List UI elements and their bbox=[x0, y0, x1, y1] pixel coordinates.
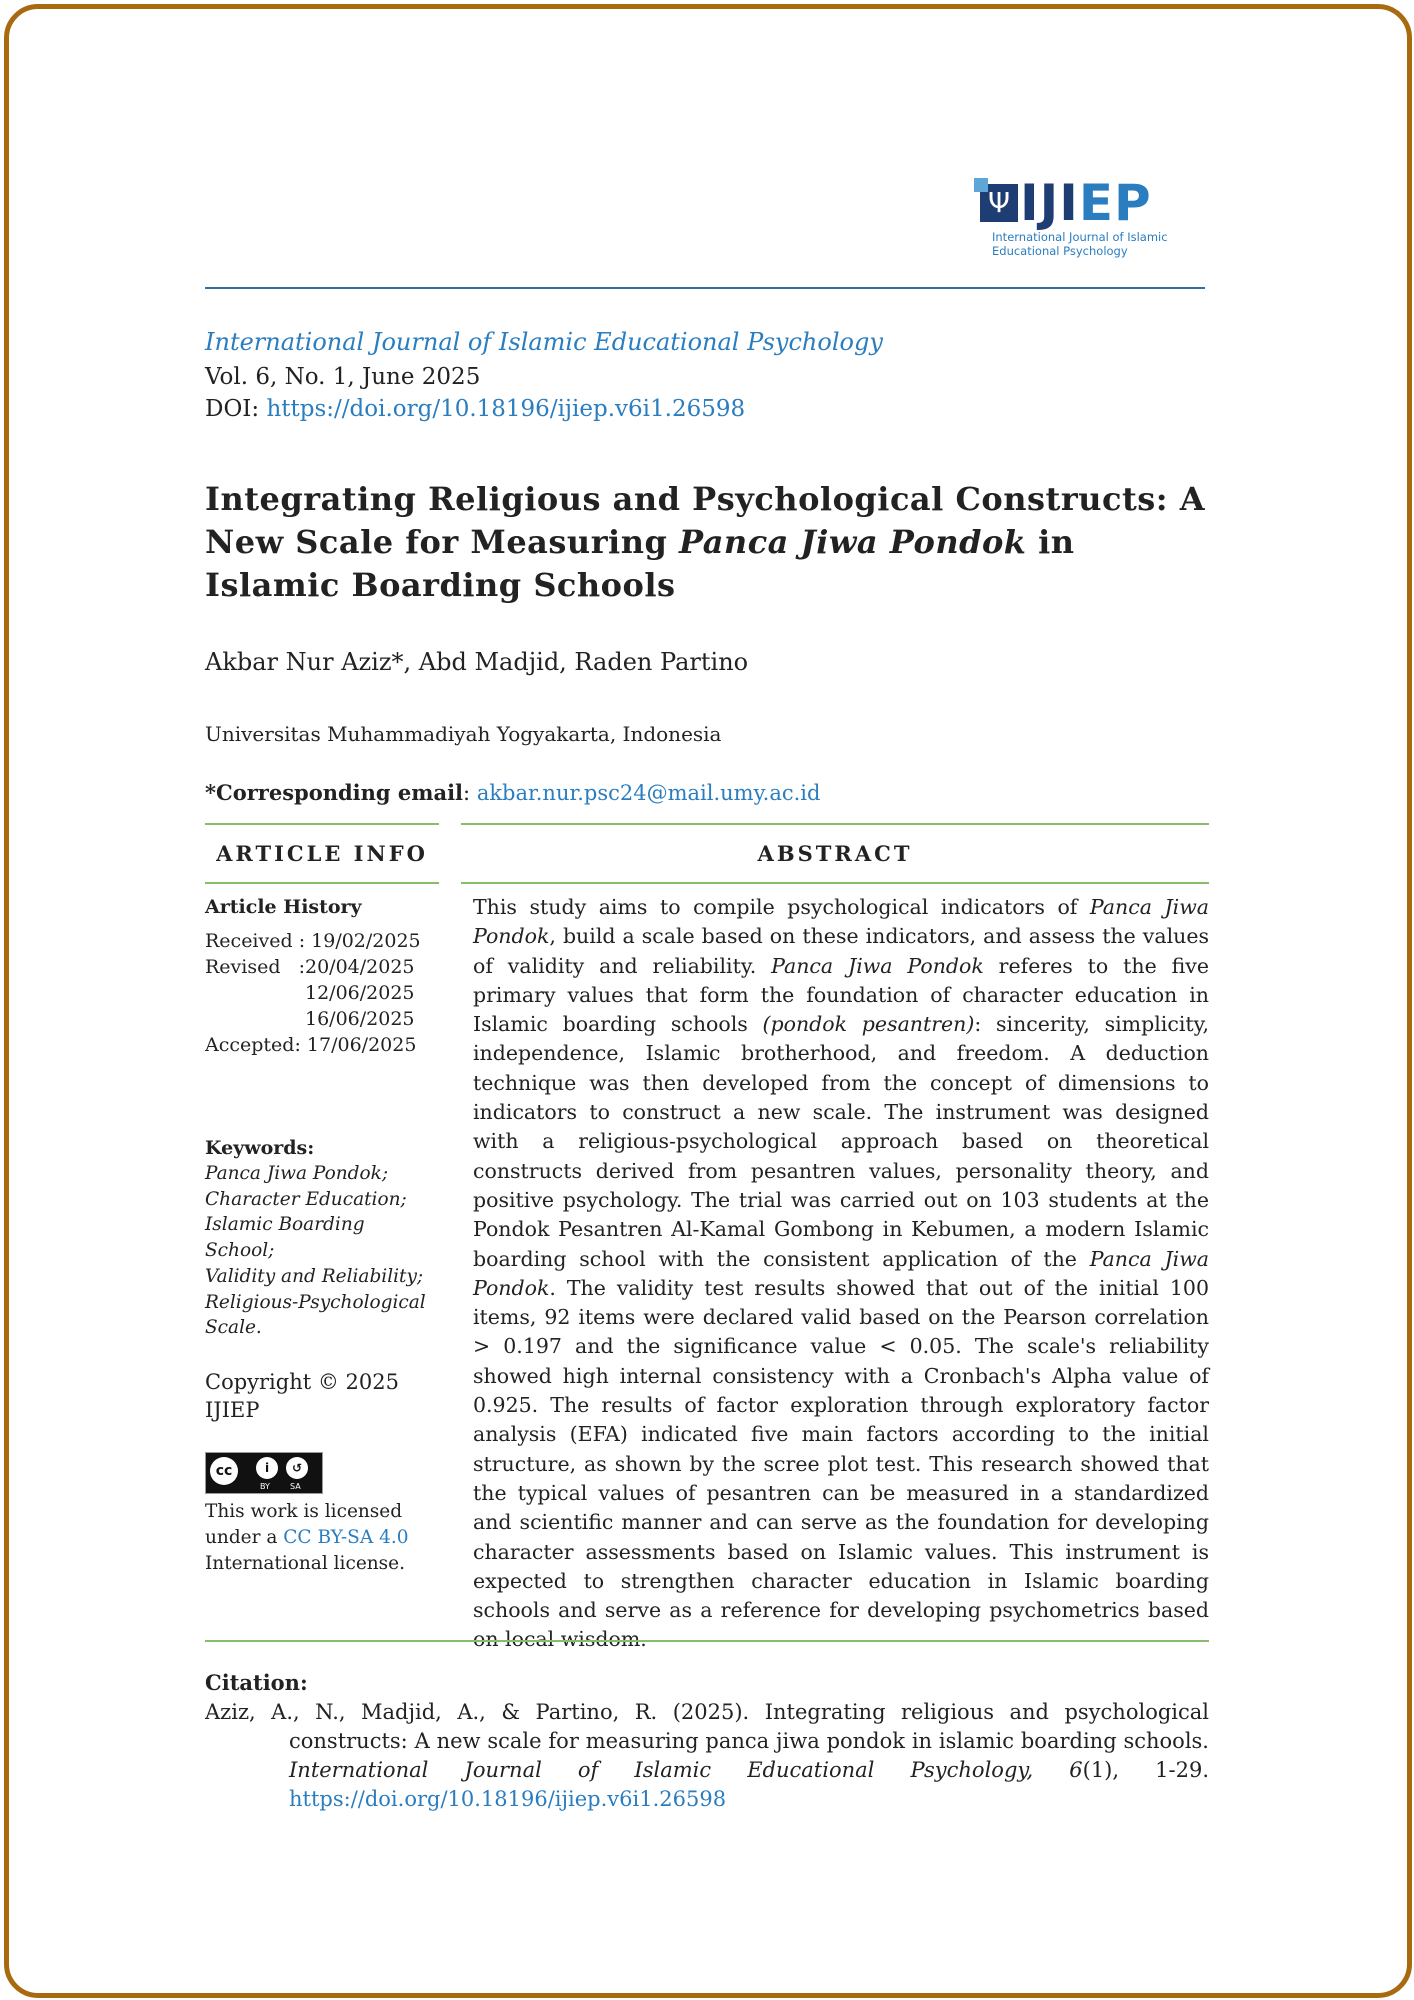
received-date: Received : 19/02/2025 bbox=[205, 930, 421, 952]
article-title: Integrating Religious and Psychological Constructs: A New Scale for Measuring Panca Jiwa Pondok in Islamic Boarding Schools bbox=[205, 480, 1206, 604]
revised-label: Revised : bbox=[205, 956, 312, 978]
logo-subtitle: International Journal of Islamic Educational Psychology bbox=[992, 230, 1168, 258]
authors: Akbar Nur Aziz*, Abd Madjid, Raden Partino bbox=[205, 648, 749, 676]
keywords-list bbox=[205, 1161, 430, 1341]
abstract-text: This study aims to compile psychological indicators of Panca Jiwa Pondok, build a scale based on these indicators, and assess the values of validity and reliability. Panca Jiwa Pondok referes to the five primary values that form the foundation of character education in Islamic boarding schools (pondok pesantren): sincerity, simplicity, independence, Islamic brotherhood, and freedom. A deduction technique was then developed from the concept of dimensions to indicators to construct a new scale. The instrument was designed with a religious-psychological approach based on theoretical constructs derived from pesantren values, personality theory, and positive psychology. The trial was carried out on 103 students at the Pondok Pesantren Al-Kamal Gombong in Kebumen, a modern Islamic boarding school with the consistent application of the Panca Jiwa Pondok. The validity test results showed that out of the initial 100 items, 92 items were declared valid based on the Pearson correlation > 0.197 and the significance value < 0.05. The scale's reliability showed high internal consistency with a Cronbach's Alpha value of 0.925. The results of factor exploration through exploratory factor analysis (EFA) indicated five main factors according to the initial structure, as shown by the scree plot test. This research showed that the typical values of pesantren can be measured in a standardized and scientific manner and can serve as the foundation for developing character assessments based on Islamic values. This instrument is expected to strengthen character education in Islamic boarding schools and serve as a reference for developing psychometrics based on local wisdom. bbox=[473, 895, 1210, 1652]
journal-logo bbox=[980, 174, 1185, 263]
citation-text: Aziz, A., N., Madjid, A., & Partino, R. (2025). Integrating religious and psychological constructs: A new scale for measuring panca jiwa pondok in islamic boarding schools. International Journal of Islamic Educational Psychology, 6(1), 1-29. https://doi.org/10.18196/ijiep.v6i1.26598 bbox=[205, 1700, 1209, 1811]
divider bbox=[461, 882, 1209, 884]
journal-name: International Journal of Islamic Educational Psychology bbox=[205, 328, 883, 356]
keywords-heading: Keywords: bbox=[205, 1137, 315, 1159]
keyword: Validity and Reliability; bbox=[205, 1265, 424, 1287]
header-divider bbox=[205, 287, 1205, 289]
divider bbox=[205, 882, 439, 884]
citation-heading: Citation: bbox=[205, 1670, 308, 1695]
article-info-heading: ARTICLE INFO bbox=[216, 841, 428, 866]
accepted-date: Accepted: 17/06/2025 bbox=[205, 1034, 417, 1056]
divider bbox=[205, 1640, 1209, 1642]
journal-volume: Vol. 6, No. 1, June 2025 bbox=[205, 364, 481, 390]
psi-icon: Ψ bbox=[980, 184, 1018, 222]
license-text: This work is licensed under a CC BY-SA 4.0 International license. bbox=[205, 1501, 409, 1574]
revised-date: 12/06/2025 bbox=[305, 982, 415, 1004]
keyword: Panca Jiwa Pondok; bbox=[205, 1163, 389, 1184]
divider bbox=[205, 823, 439, 825]
by-icon: i bbox=[256, 1457, 278, 1479]
sa-icon: ↺ bbox=[286, 1457, 308, 1479]
keyword: Character Education; bbox=[205, 1188, 407, 1210]
keyword: Religious-Psychological bbox=[205, 1291, 426, 1313]
affiliation: Universitas Muhammadiyah Yogyakarta, Indonesia bbox=[205, 722, 722, 746]
citation-doi-link[interactable]: https://doi.org/10.18196/ijiep.v6i1.26598 bbox=[289, 1787, 727, 1811]
cc-by-text: BY bbox=[260, 1482, 270, 1491]
doi-link[interactable]: https://doi.org/10.18196/ijiep.v6i1.26598 bbox=[266, 396, 746, 422]
license-link[interactable]: CC BY-SA 4.0 bbox=[283, 1527, 409, 1548]
corresponding-email: *Corresponding email: akbar.nur.psc24@mail.umy.ac.id bbox=[205, 780, 821, 805]
revised-date: 20/04/2025 bbox=[305, 956, 415, 978]
cc-sa-text: SA bbox=[290, 1482, 301, 1491]
logo-wordmark: IJIEP bbox=[1020, 174, 1152, 232]
email-link[interactable]: akbar.nur.psc24@mail.umy.ac.id bbox=[476, 781, 821, 805]
abstract-heading: ABSTRACT bbox=[757, 841, 913, 866]
keyword: Scale. bbox=[205, 1317, 262, 1339]
copyright: Copyright © 2025 IJIEP bbox=[205, 1370, 399, 1422]
divider bbox=[461, 823, 1209, 825]
revised-date: 16/06/2025 bbox=[305, 1008, 415, 1030]
journal-doi: DOI: https://doi.org/10.18196/ijiep.v6i1.26598 bbox=[205, 396, 746, 422]
cc-icon: cc bbox=[210, 1457, 238, 1485]
article-history-heading: Article History bbox=[205, 896, 362, 918]
cc-license-badge[interactable] bbox=[205, 1452, 323, 1494]
keyword: Islamic Boarding School; bbox=[205, 1214, 365, 1262]
